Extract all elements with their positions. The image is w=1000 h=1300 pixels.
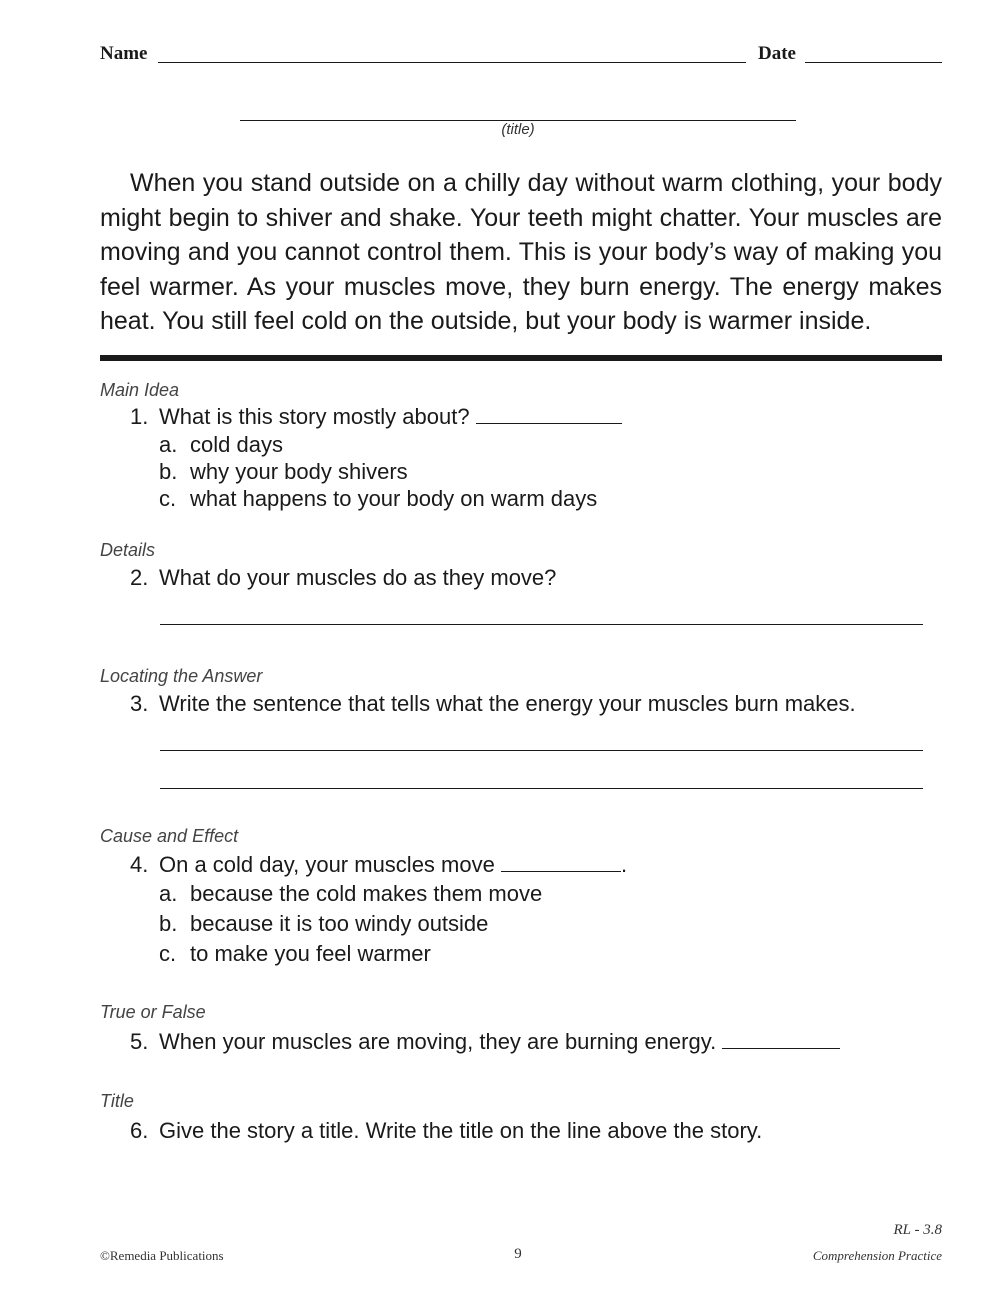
question-suffix: . [620, 852, 628, 877]
date-label: Date [758, 43, 796, 64]
question-number: 5. [130, 1029, 149, 1054]
question-number: 4. [130, 852, 149, 877]
option-text: what happens to your body on warm days [190, 486, 598, 511]
option-letter: c. [159, 941, 177, 966]
story-paragraph: When you stand outside on a chilly day without warm clothing, your body might begin to shiver and shake. Your teeth might chatter. Your muscles are moving and you cannot control them. This is your body’s way of making you feel warmer. As your muscles move, they burn energy. The energy makes heat. You still feel cold on the outside, but your body is warmer inside. [100, 169, 942, 335]
option-letter: c. [159, 486, 177, 511]
option-4b[interactable] [159, 911, 488, 937]
option-text: cold days [190, 432, 283, 457]
question-text: When your muscles are moving, they are burning energy. [159, 1029, 717, 1054]
name-field-line[interactable] [158, 62, 746, 63]
option-letter: a. [159, 881, 178, 906]
date-field-line[interactable] [805, 62, 942, 63]
option-4c[interactable] [159, 941, 431, 967]
skill-label-details: Details [100, 540, 156, 560]
option-1a[interactable] [159, 432, 283, 458]
skill-label-main-idea: Main Idea [100, 380, 180, 400]
answer-blank[interactable] [476, 407, 622, 424]
series-name: Comprehension Practice [812, 1248, 942, 1263]
option-4a[interactable] [159, 881, 542, 907]
question-number: 2. [130, 565, 149, 590]
option-text: because it is too windy outside [190, 911, 489, 936]
option-text: why your body shivers [190, 459, 408, 484]
question-number: 1. [130, 404, 149, 429]
question-text: Write the sentence that tells what the energy your muscles burn makes. [159, 691, 856, 716]
skill-label-cause-effect: Cause and Effect [100, 826, 239, 846]
option-letter: b. [159, 459, 178, 484]
answer-line-2[interactable] [160, 624, 923, 625]
name-label: Name [100, 43, 148, 64]
skill-label-true-false: True or False [100, 1002, 206, 1022]
question-text: What do your muscles do as they move? [159, 565, 557, 590]
skill-label-locating: Locating the Answer [100, 666, 263, 686]
question-6 [130, 1118, 762, 1144]
page-number: 9 [514, 1246, 522, 1262]
question-2 [130, 565, 556, 591]
option-1c[interactable] [159, 486, 597, 512]
copyright: ©Remedia Publications [100, 1248, 224, 1263]
question-text: What is this story mostly about? [159, 404, 470, 429]
option-letter: b. [159, 911, 178, 936]
option-text: to make you feel warmer [190, 941, 431, 966]
question-text: On a cold day, your muscles move [159, 852, 495, 877]
option-1b[interactable] [159, 459, 408, 485]
title-caption: (title) [501, 121, 535, 138]
question-5 [130, 1029, 840, 1055]
question-text: Give the story a title. Write the title on the line above the story. [159, 1118, 763, 1143]
question-1 [130, 404, 622, 430]
section-divider [100, 355, 942, 361]
name-date-row [100, 40, 942, 70]
reading-level: RL - 3.8 [893, 1222, 942, 1238]
answer-line-3a[interactable] [160, 750, 923, 751]
answer-blank[interactable] [722, 1032, 840, 1049]
question-3 [130, 691, 856, 717]
question-number: 6. [130, 1118, 149, 1143]
option-text: because the cold makes them move [190, 881, 543, 906]
skill-label-title: Title [100, 1091, 134, 1111]
answer-line-3b[interactable] [160, 788, 923, 789]
question-4 [130, 852, 627, 878]
option-letter: a. [159, 432, 178, 457]
question-number: 3. [130, 691, 149, 716]
answer-blank[interactable] [501, 855, 621, 872]
